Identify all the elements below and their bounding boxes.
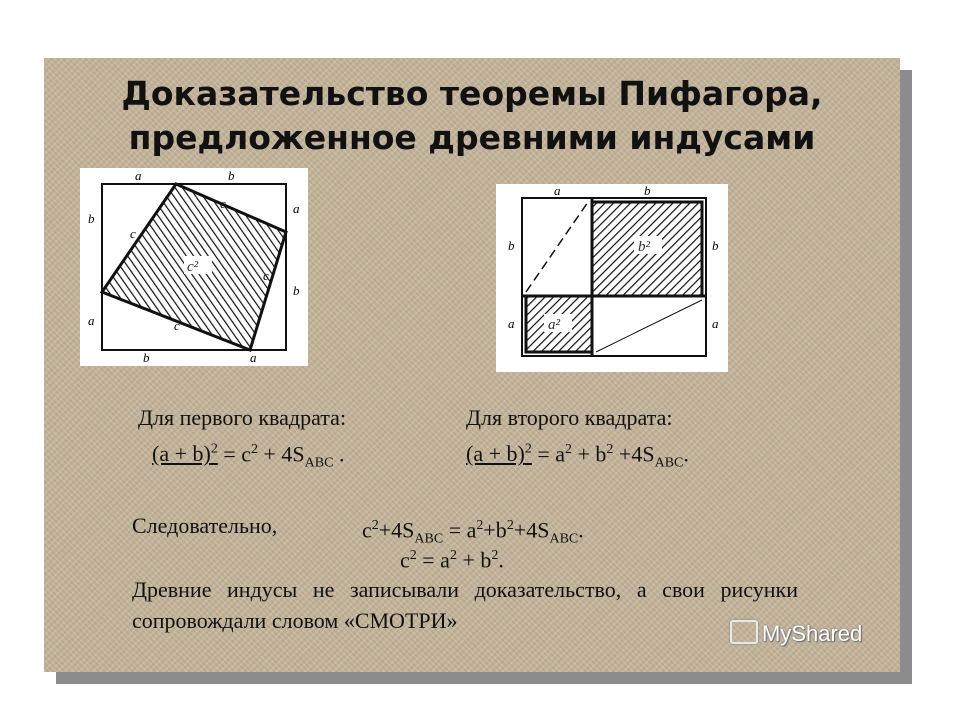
figure-1	[80, 168, 308, 366]
closing-paragraph: Древние индусы не записывали доказательство, а свои рисунки сопровождали словом «СМОТРИ»	[132, 577, 798, 633]
conclusion-equation: $c^2+4S_{ABC} = a^2+b^2+4S_{ABC}$.	[362, 517, 584, 547]
label-a-left: a	[88, 313, 95, 328]
label-b-bottom: b	[143, 350, 150, 365]
result-equation: $c^2 = a^2 + b^2$.	[400, 547, 504, 573]
figure-1-drawing	[80, 168, 308, 366]
label-c-top: c	[220, 196, 226, 211]
title-line-1: Доказательство теоремы Пифагора,	[121, 74, 823, 113]
label-b-right: b	[712, 238, 719, 253]
label-c-right: c	[263, 268, 269, 283]
title-line-2: предложенное древними индусами	[128, 118, 816, 157]
watermark-text: MyShared	[762, 621, 863, 646]
label-c-left: c	[130, 226, 136, 241]
label-b-left: b	[508, 238, 515, 253]
first-square-equation: $(a + b)^2 = c^2 + 4S_{ABC}$ .	[152, 441, 345, 471]
conclusion-word: Следовательно,	[132, 513, 278, 538]
label-a-bottom: a	[250, 350, 257, 365]
figure-2	[496, 184, 728, 372]
label-c2: c²	[187, 259, 199, 275]
slide-title	[44, 72, 900, 160]
presentation-icon	[730, 620, 758, 644]
watermark-logo	[730, 620, 862, 647]
label-a-right: a	[712, 316, 719, 331]
label-b-top: b	[228, 168, 235, 183]
label-a2: a²	[548, 317, 560, 333]
diagonal-bottom	[596, 300, 702, 352]
eq1-lhs: $(a + b)^2$	[152, 441, 218, 467]
slide	[44, 58, 900, 672]
second-square-equation: $(a + b)^2 = a^2 + b^2 +4S_{ABC}$.	[466, 441, 689, 471]
figure-2-drawing	[496, 184, 728, 372]
label-a-top: a	[554, 184, 561, 198]
label-b-right: b	[293, 283, 300, 298]
label-b2: b²	[638, 239, 650, 255]
eq2-lhs: $(a + b)^2$	[466, 441, 532, 467]
label-b-top: b	[644, 184, 651, 198]
second-square-heading: Для второго квадрата:	[466, 405, 673, 430]
diagonal-left	[526, 202, 588, 292]
label-b-left: b	[88, 211, 95, 226]
label-a-left: a	[508, 316, 515, 331]
label-c-bottom: c	[174, 318, 180, 333]
label-a-top: a	[135, 168, 142, 183]
first-square-heading: Для первого квадрата:	[138, 405, 347, 430]
label-a-right: a	[293, 201, 300, 216]
